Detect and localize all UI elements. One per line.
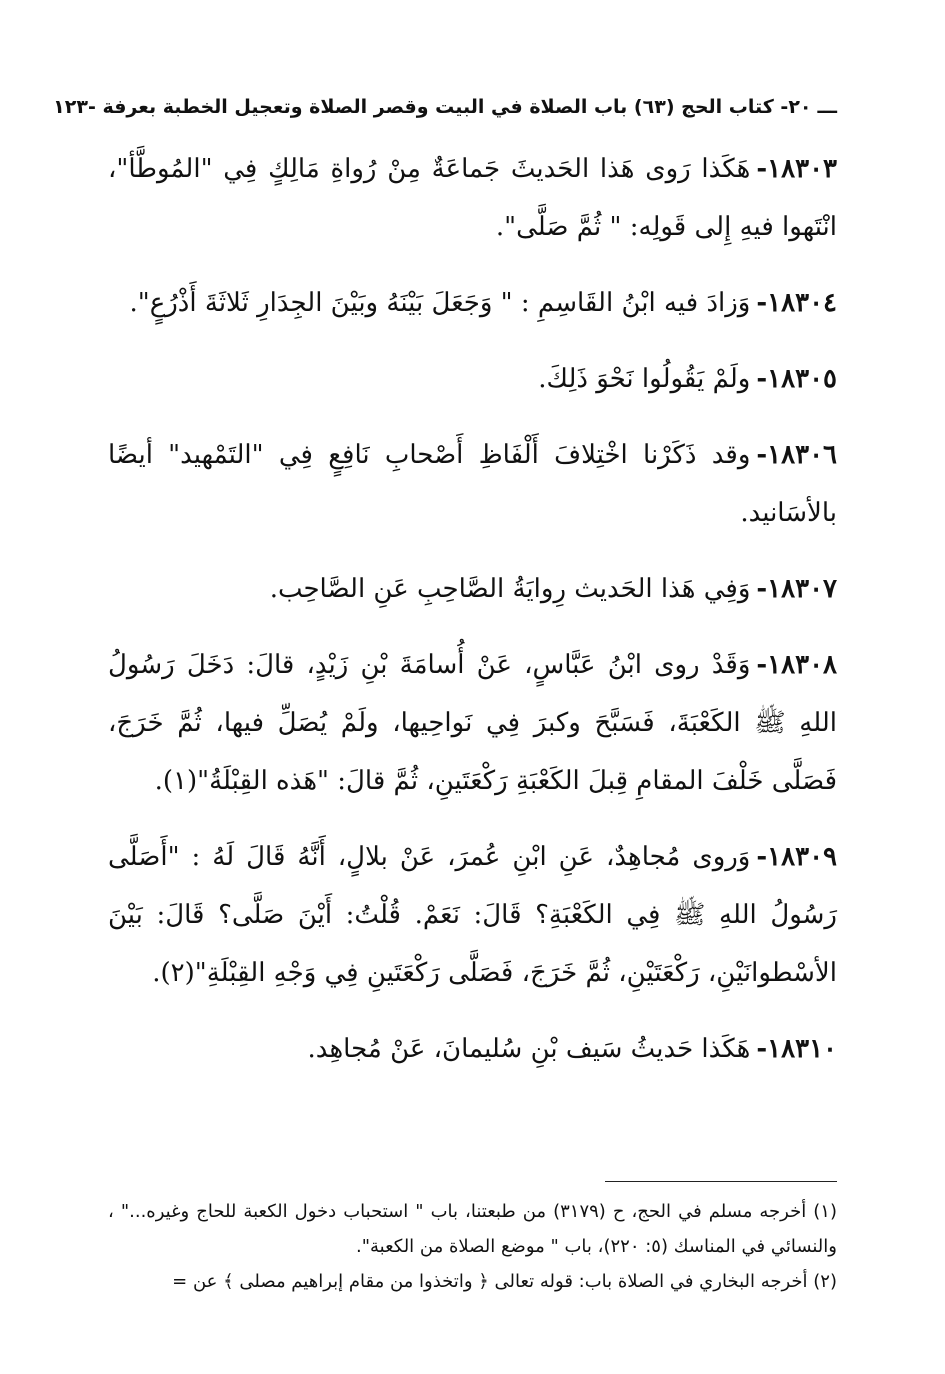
paragraph-18304 bbox=[108, 274, 837, 332]
paragraph-18308 bbox=[108, 636, 837, 810]
paragraph-number: ١٨٣١٠- bbox=[756, 1034, 837, 1064]
paragraph-text: وَزادَ فيه ابْنُ القَاسِمِ : " وَجَعَلَ بَيْنَهُ وبَيْنَ الجِدَارِ ثَلاثَةَ أَذْرُعٍ". bbox=[129, 288, 751, 318]
paragraph-18303 bbox=[108, 140, 837, 256]
paragraph-18307 bbox=[108, 560, 837, 618]
paragraph-number: ١٨٣٠٤- bbox=[756, 288, 837, 318]
paragraph-number: ١٨٣٠٦- bbox=[756, 440, 837, 470]
paragraph-text: وَقَدْ روى ابْنُ عَبَّاسٍ، عَنْ أُسامَةَ بْنِ زَيْدٍ، قالَ: دَخَلَ رَسُولُ اللهِ ﷺ الكَعْبَةَ، فَسَبَّحَ وكبرَ فِي نَواحِيها، ولَمْ يُصَلِّ فيها، ثُمَّ خَرَجَ، فَصَلَّى خَلْفَ المقامِ قِبلَ الكَعْبَةِ رَكْعَتَينِ، ثُمَّ قالَ: "هَذه القِبْلَةُ"(١). bbox=[108, 650, 837, 796]
footnote-1: (١) أخرجه مسلم في الحج، ح (٣١٧٩) من طبعتنا، باب " استحباب دخول الكعبة للحاج وغيره..." ، والنسائي في المناسك (٥: ٢٢٠)، باب " موضع الصلاة من الكعبة". bbox=[108, 1201, 837, 1257]
paragraph-number: ١٨٣٠٧- bbox=[756, 574, 837, 604]
paragraph-text: هَكَذا رَوى هَذا الحَديثَ جَماعَةٌ مِنْ رُواةِ مَالِكٍ فِي "المُوطَّأ"، انْتَهوا فيهِ إِلى قَولِه: " ثُمَّ صَلَّى". bbox=[108, 154, 837, 242]
running-header bbox=[53, 92, 837, 122]
paragraph-18306 bbox=[108, 426, 837, 542]
header-text: ٢٠- كتاب الحج (٦٣) باب الصلاة في البيت وقصر الصلاة وتعجيل الخطبة بعرفة -١٢٣ bbox=[53, 96, 812, 118]
paragraph-text: وَفِي هَذا الحَديث رِوايَةُ الصَّاحِبِ عَنِ الصَّاحِب. bbox=[269, 574, 751, 604]
paragraph-number: ١٨٣٠٥- bbox=[756, 364, 837, 394]
paragraph-text: ولَمْ يَقُولُوا نَحْوَ ذَلِكَ. bbox=[538, 364, 751, 394]
footnote-2: (٢) أخرجه البخاري في الصلاة باب: قوله تعالى ﴿ واتخذوا من مقام إبراهيم مصلى ﴾ عن = bbox=[172, 1271, 837, 1292]
main-text bbox=[108, 140, 837, 1096]
footnotes bbox=[108, 1194, 837, 1299]
footnote-divider bbox=[605, 1181, 837, 1182]
paragraph-text: وقد ذَكَرْنا اخْتِلافَ أَلْفَاظِ أَصْحابِ نَافِعٍ فِي "التَمْهيد" أيضًا بالأسَانيد. bbox=[108, 440, 837, 528]
paragraph-text: وَروى مُجاهِدٌ، عَنِ ابْنِ عُمرَ، عَنْ بلالٍ، أَنَّهُ قَالَ لَهُ : "أَصَلَّى رَسُولُ اللهِ ﷺ فِي الكَعْبَةِ؟ قَالَ: نَعَمْ. قُلْتُ: أَيْنَ صَلَّى؟ قَالَ: بَيْنَ الأسْطوانَيْنِ، رَكْعَتَيْنِ، ثُمَّ خَرَجَ، فَصَلَّى رَكْعَتَينِ فِي وَجْهِ القِبْلَةِ"(٢). bbox=[108, 842, 837, 988]
paragraph-18310 bbox=[108, 1020, 837, 1078]
paragraph-18305 bbox=[108, 350, 837, 408]
paragraph-text: هَكَذا حَديثُ سَيف بْنِ سُليمانَ، عَنْ مُجاهِد. bbox=[307, 1034, 751, 1064]
paragraph-number: ١٨٣٠٨- bbox=[756, 650, 837, 680]
header-dash: ـــ bbox=[817, 96, 837, 118]
paragraph-number: ١٨٣٠٩- bbox=[756, 842, 837, 872]
paragraph-18309 bbox=[108, 828, 837, 1002]
paragraph-number: ١٨٣٠٣- bbox=[756, 154, 837, 184]
